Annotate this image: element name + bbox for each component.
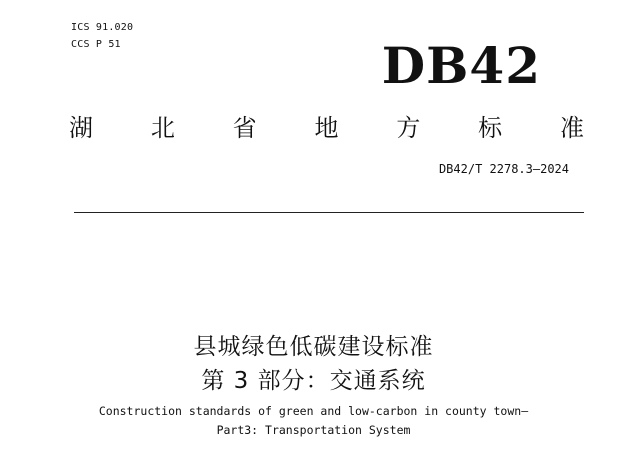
ics-code: ICS 91.020 — [71, 22, 134, 33]
authority-char: 湖 — [69, 114, 93, 142]
authority-char: 北 — [150, 114, 175, 142]
issuing-authority — [69, 108, 584, 148]
authority-char: 地 — [314, 114, 339, 142]
classification-codes — [71, 19, 133, 53]
standard-number: DB42/T 2278.3—2024 — [438, 162, 569, 176]
authority-char: 准 — [559, 114, 584, 142]
authority-char: 方 — [396, 114, 421, 142]
standard-mark: DB42 — [381, 36, 541, 95]
title-cn-line2: 第 3 部分：交通系统 — [201, 368, 426, 394]
title-en-line1: Construction standards of green and low-carbon in county town— — [98, 404, 529, 418]
header-divider — [74, 212, 584, 213]
ccs-code: CCS P 51 — [71, 39, 121, 50]
authority-char: 省 — [232, 114, 257, 142]
title-cn-line1: 县城绿色低碳建设标准 — [193, 334, 434, 360]
document-title — [0, 330, 627, 440]
authority-char: 标 — [478, 114, 503, 142]
title-en-line2: Part3: Transportation System — [216, 423, 411, 437]
